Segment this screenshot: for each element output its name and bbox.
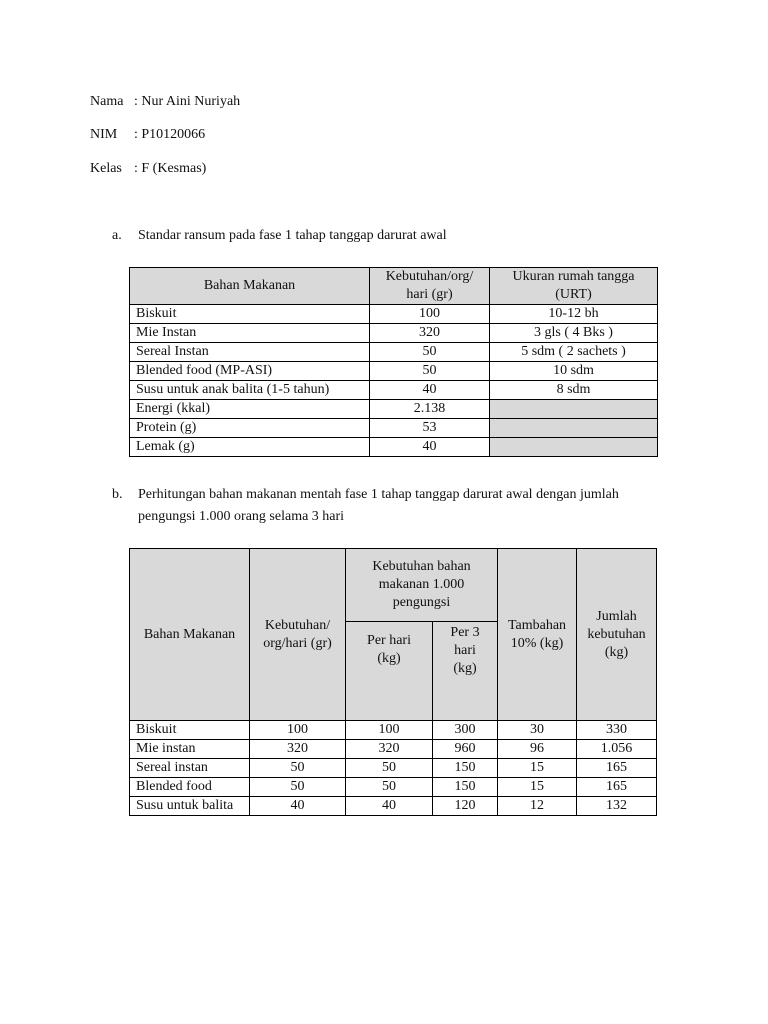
nim-value: : P10120066 [134,127,206,142]
cell-extra: 15 [498,759,577,778]
cell-per-day: 40 [346,797,433,816]
cell-total: 165 [577,778,657,797]
table-row [130,778,657,797]
header-group-line3: pengungsi [392,595,451,610]
cell-item: Biskuit [130,305,370,324]
cell-need: 50 [250,759,346,778]
section-a-heading [112,225,447,247]
header-per-hari [346,622,433,721]
header-bahan-makanan: Bahan Makanan [130,268,370,305]
student-nim-row [90,126,205,144]
table-row [130,740,657,759]
cell-total: 1.056 [577,740,657,759]
section-a-title: Standar ransum pada fase 1 tahap tanggap darurat awal [138,228,447,243]
cell-urt: 5 sdm ( 2 sachets ) [490,343,658,362]
cell-per-day: 320 [346,740,433,759]
cell-urt: 8 sdm [490,381,658,400]
cell-need: 50 [250,778,346,797]
cell-urt: 10 sdm [490,362,658,381]
header-per-hari-line2: (kg) [377,651,401,666]
ration-standard-table [129,267,658,457]
cell-per-day: 50 [346,759,433,778]
cell-urt: 3 gls ( 4 Bks ) [490,324,658,343]
cell-per-3-days: 120 [433,797,498,816]
cell-need: 320 [250,740,346,759]
table-row [130,305,658,324]
section-b-title-line1: Perhitungan bahan makanan mentah fase 1 tahap tanggap darurat awal dengan jumlah [138,487,619,502]
cell-need: 40 [370,381,490,400]
header-kebutuhan [370,268,490,305]
header-urt [490,268,658,305]
cell-need: 40 [250,797,346,816]
cell-urt: 10-12 bh [490,305,658,324]
cell-item: Sereal Instan [130,343,370,362]
name-label: Nama [90,94,124,109]
cell-extra: 30 [498,721,577,740]
table-row [130,759,657,778]
header-kebutuhan-line1: Kebutuhan/ [264,617,331,633]
student-kelas-row [90,160,206,178]
header-jumlah-kebutuhan [577,549,657,721]
header-jumlah-line2: kebutuhan [587,626,646,642]
table-row [130,343,658,362]
section-a-marker: a. [112,228,122,243]
cell-item: Susu untuk balita [130,797,250,816]
cell-item: Mie instan [130,740,250,759]
header-group-1000-pengungsi [346,549,498,622]
cell-item: Lemak (g) [130,438,370,457]
cell-per-3-days: 960 [433,740,498,759]
cell-total: 330 [577,721,657,740]
header-tambahan-line1: Tambahan [507,617,567,633]
header-per-3-hari-line3: (kg) [453,661,477,676]
section-b-title-line2: pengungsi 1.000 orang selama 3 hari [138,509,345,524]
table-row [130,419,658,438]
cell-urt-shaded [490,400,658,419]
cell-need: 100 [250,721,346,740]
cell-per-3-days: 150 [433,778,498,797]
cell-per-day: 50 [346,778,433,797]
cell-need: 320 [370,324,490,343]
header-kebutuhan-line2: hari (gr) [406,287,453,302]
header-per-3-hari-line1: Per 3 [450,625,480,640]
header-jumlah-line1: Jumlah [596,608,637,624]
cell-urt-shaded [490,438,658,457]
table-row [130,721,657,740]
cell-need: 2.138 [370,400,490,419]
cell-extra: 12 [498,797,577,816]
header-group-line1: Kebutuhan bahan [372,559,471,574]
header-tambahan [498,549,577,721]
table-row [130,362,658,381]
table-row [130,324,658,343]
cell-item: Sereal instan [130,759,250,778]
table-row [130,797,657,816]
cell-per-3-days: 150 [433,759,498,778]
student-name-row [90,93,240,111]
cell-item: Mie Instan [130,324,370,343]
header-group-line2: makanan 1.000 [378,577,465,592]
cell-extra: 96 [498,740,577,759]
kelas-value: : F (Kesmas) [134,161,207,176]
header-per-3-hari-line2: hari [454,643,476,658]
cell-need: 50 [370,362,490,381]
header-urt-line2: (URT) [555,287,592,302]
header-kebutuhan-line1: Kebutuhan/org/ [385,269,474,284]
section-b-heading [112,484,619,528]
section-b-title [138,484,619,528]
table-row [130,381,658,400]
cell-urt-shaded [490,419,658,438]
cell-per-3-days: 300 [433,721,498,740]
table-row [130,438,658,457]
cell-item: Energi (kkal) [130,400,370,419]
header-tambahan-line2: 10% (kg) [510,635,564,651]
header-jumlah-line3: (kg) [604,644,629,660]
cell-need: 100 [370,305,490,324]
nim-label: NIM [90,127,118,142]
cell-total: 165 [577,759,657,778]
cell-item: Biskuit [130,721,250,740]
cell-total: 132 [577,797,657,816]
name-value: : Nur Aini Nuriyah [134,94,241,109]
cell-item: Protein (g) [130,419,370,438]
cell-need: 40 [370,438,490,457]
table-row [130,400,658,419]
cell-item: Susu untuk anak balita (1-5 tahun) [130,381,370,400]
header-bahan-makanan: Bahan Makanan [130,549,250,721]
cell-item: Blended food (MP-ASI) [130,362,370,381]
cell-item: Blended food [130,778,250,797]
header-per-3-hari [433,622,498,721]
header-kebutuhan-line2: org/hari (gr) [263,635,332,651]
kelas-label: Kelas [90,161,122,176]
header-kebutuhan [250,549,346,721]
header-urt-line1: Ukuran rumah tangga [512,269,635,284]
header-per-hari-line1: Per hari [367,633,411,648]
cell-per-day: 100 [346,721,433,740]
raw-food-calculation-table [129,548,657,816]
section-b-marker: b. [112,487,123,502]
cell-need: 53 [370,419,490,438]
cell-need: 50 [370,343,490,362]
cell-extra: 15 [498,778,577,797]
